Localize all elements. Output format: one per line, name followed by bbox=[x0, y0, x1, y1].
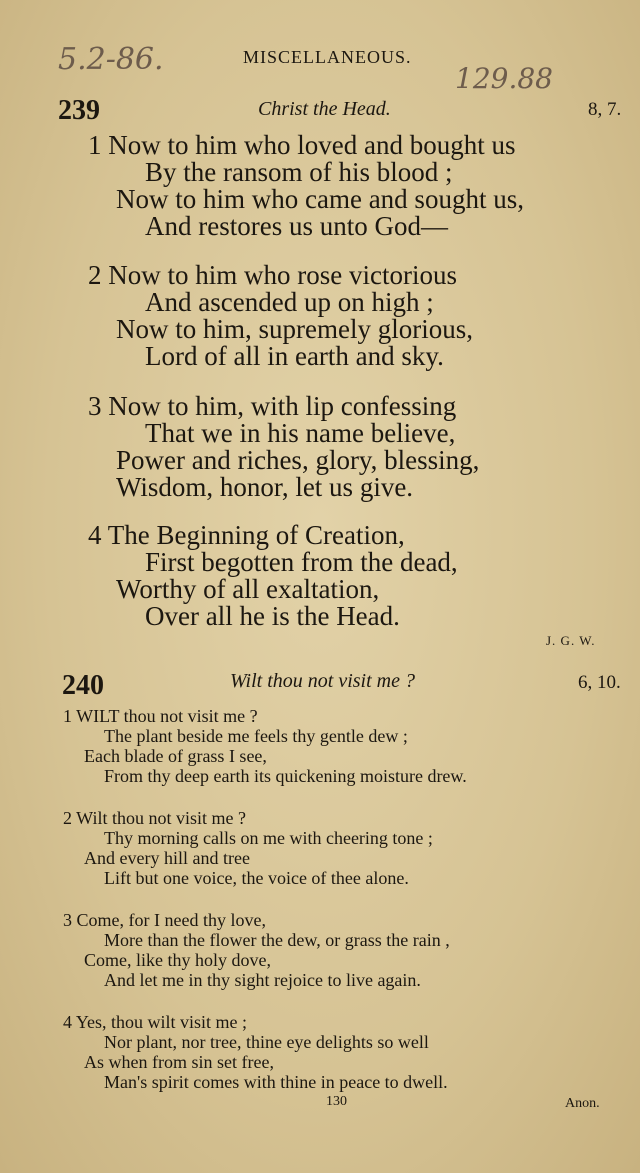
verse-line: And ascended up on high ; bbox=[145, 287, 434, 317]
verse-line: The plant beside me feels thy gentle dew ; bbox=[104, 726, 408, 746]
verse-line: Each blade of grass I see, bbox=[84, 746, 267, 766]
verse-line: Now to him who came and sought us, bbox=[116, 184, 524, 214]
verse-line: Man's spirit comes with thine in peace to dwell. bbox=[104, 1072, 448, 1092]
verse-line: Nor plant, nor tree, thine eye delights so well bbox=[104, 1032, 429, 1052]
attribution: Anon. bbox=[565, 1096, 600, 1111]
verse-line: First begotten from the dead, bbox=[145, 547, 458, 577]
verse-line: As when from sin set free, bbox=[84, 1052, 274, 1072]
verse-line: And let me in thy sight rejoice to live again. bbox=[104, 970, 421, 990]
hymn-title: Christ the Head. bbox=[258, 98, 391, 120]
verse-line: That we in his name believe, bbox=[145, 418, 456, 448]
verse-line: More than the flower the dew, or grass the rain , bbox=[104, 930, 450, 950]
verse-line: Come, like thy holy dove, bbox=[84, 950, 271, 970]
hymn-meter: 8, 7. bbox=[588, 99, 622, 120]
page-number: 130 bbox=[326, 1094, 347, 1109]
hymn-number: 240 bbox=[62, 670, 104, 701]
verse-line: 1 Now to him who loved and bought us bbox=[88, 130, 516, 160]
hymn-meter: 6, 10. bbox=[578, 672, 621, 693]
verse-line: Over all he is the Head. bbox=[145, 601, 400, 631]
verse-line: Worthy of all exaltation, bbox=[116, 574, 380, 604]
verse-line: Now to him, supremely glorious, bbox=[116, 314, 473, 344]
verse-line: 1 WILT thou not visit me ? bbox=[63, 706, 258, 726]
hymn-number: 239 bbox=[58, 95, 100, 126]
verse-line: 2 Wilt thou not visit me ? bbox=[63, 808, 246, 828]
verse-line: And restores us unto God— bbox=[145, 211, 448, 241]
verse-line: Power and riches, glory, blessing, bbox=[116, 445, 480, 475]
handwritten-note-left: 5.2-86. bbox=[58, 42, 164, 77]
verse-line: 4 The Beginning of Creation, bbox=[88, 520, 405, 550]
attribution: J. G. W. bbox=[546, 633, 596, 648]
verse-line: Lord of all in earth and sky. bbox=[145, 341, 444, 371]
hymn-title: Wilt thou not visit me ? bbox=[230, 670, 415, 692]
verse-line: Lift but one voice, the voice of thee alone. bbox=[104, 868, 409, 888]
verse-line: From thy deep earth its quickening moisture drew. bbox=[104, 766, 467, 786]
verse-line: Thy morning calls on me with cheering tone ; bbox=[104, 828, 433, 848]
verse-line: By the ransom of his blood ; bbox=[145, 157, 453, 187]
verse-line: 4 Yes, thou wilt visit me ; bbox=[63, 1012, 248, 1032]
verse-line: And every hill and tree bbox=[84, 848, 250, 868]
verse-line: Wisdom, honor, let us give. bbox=[116, 472, 414, 502]
verse-line: 3 Now to him, with lip confessing bbox=[88, 391, 457, 421]
verse-line: 3 Come, for I need thy love, bbox=[63, 910, 266, 930]
running-header: MISCELLANEOUS. bbox=[243, 47, 412, 67]
verse-line: 2 Now to him who rose victorious bbox=[88, 260, 457, 290]
handwritten-note-right: 129.88 bbox=[455, 62, 553, 95]
